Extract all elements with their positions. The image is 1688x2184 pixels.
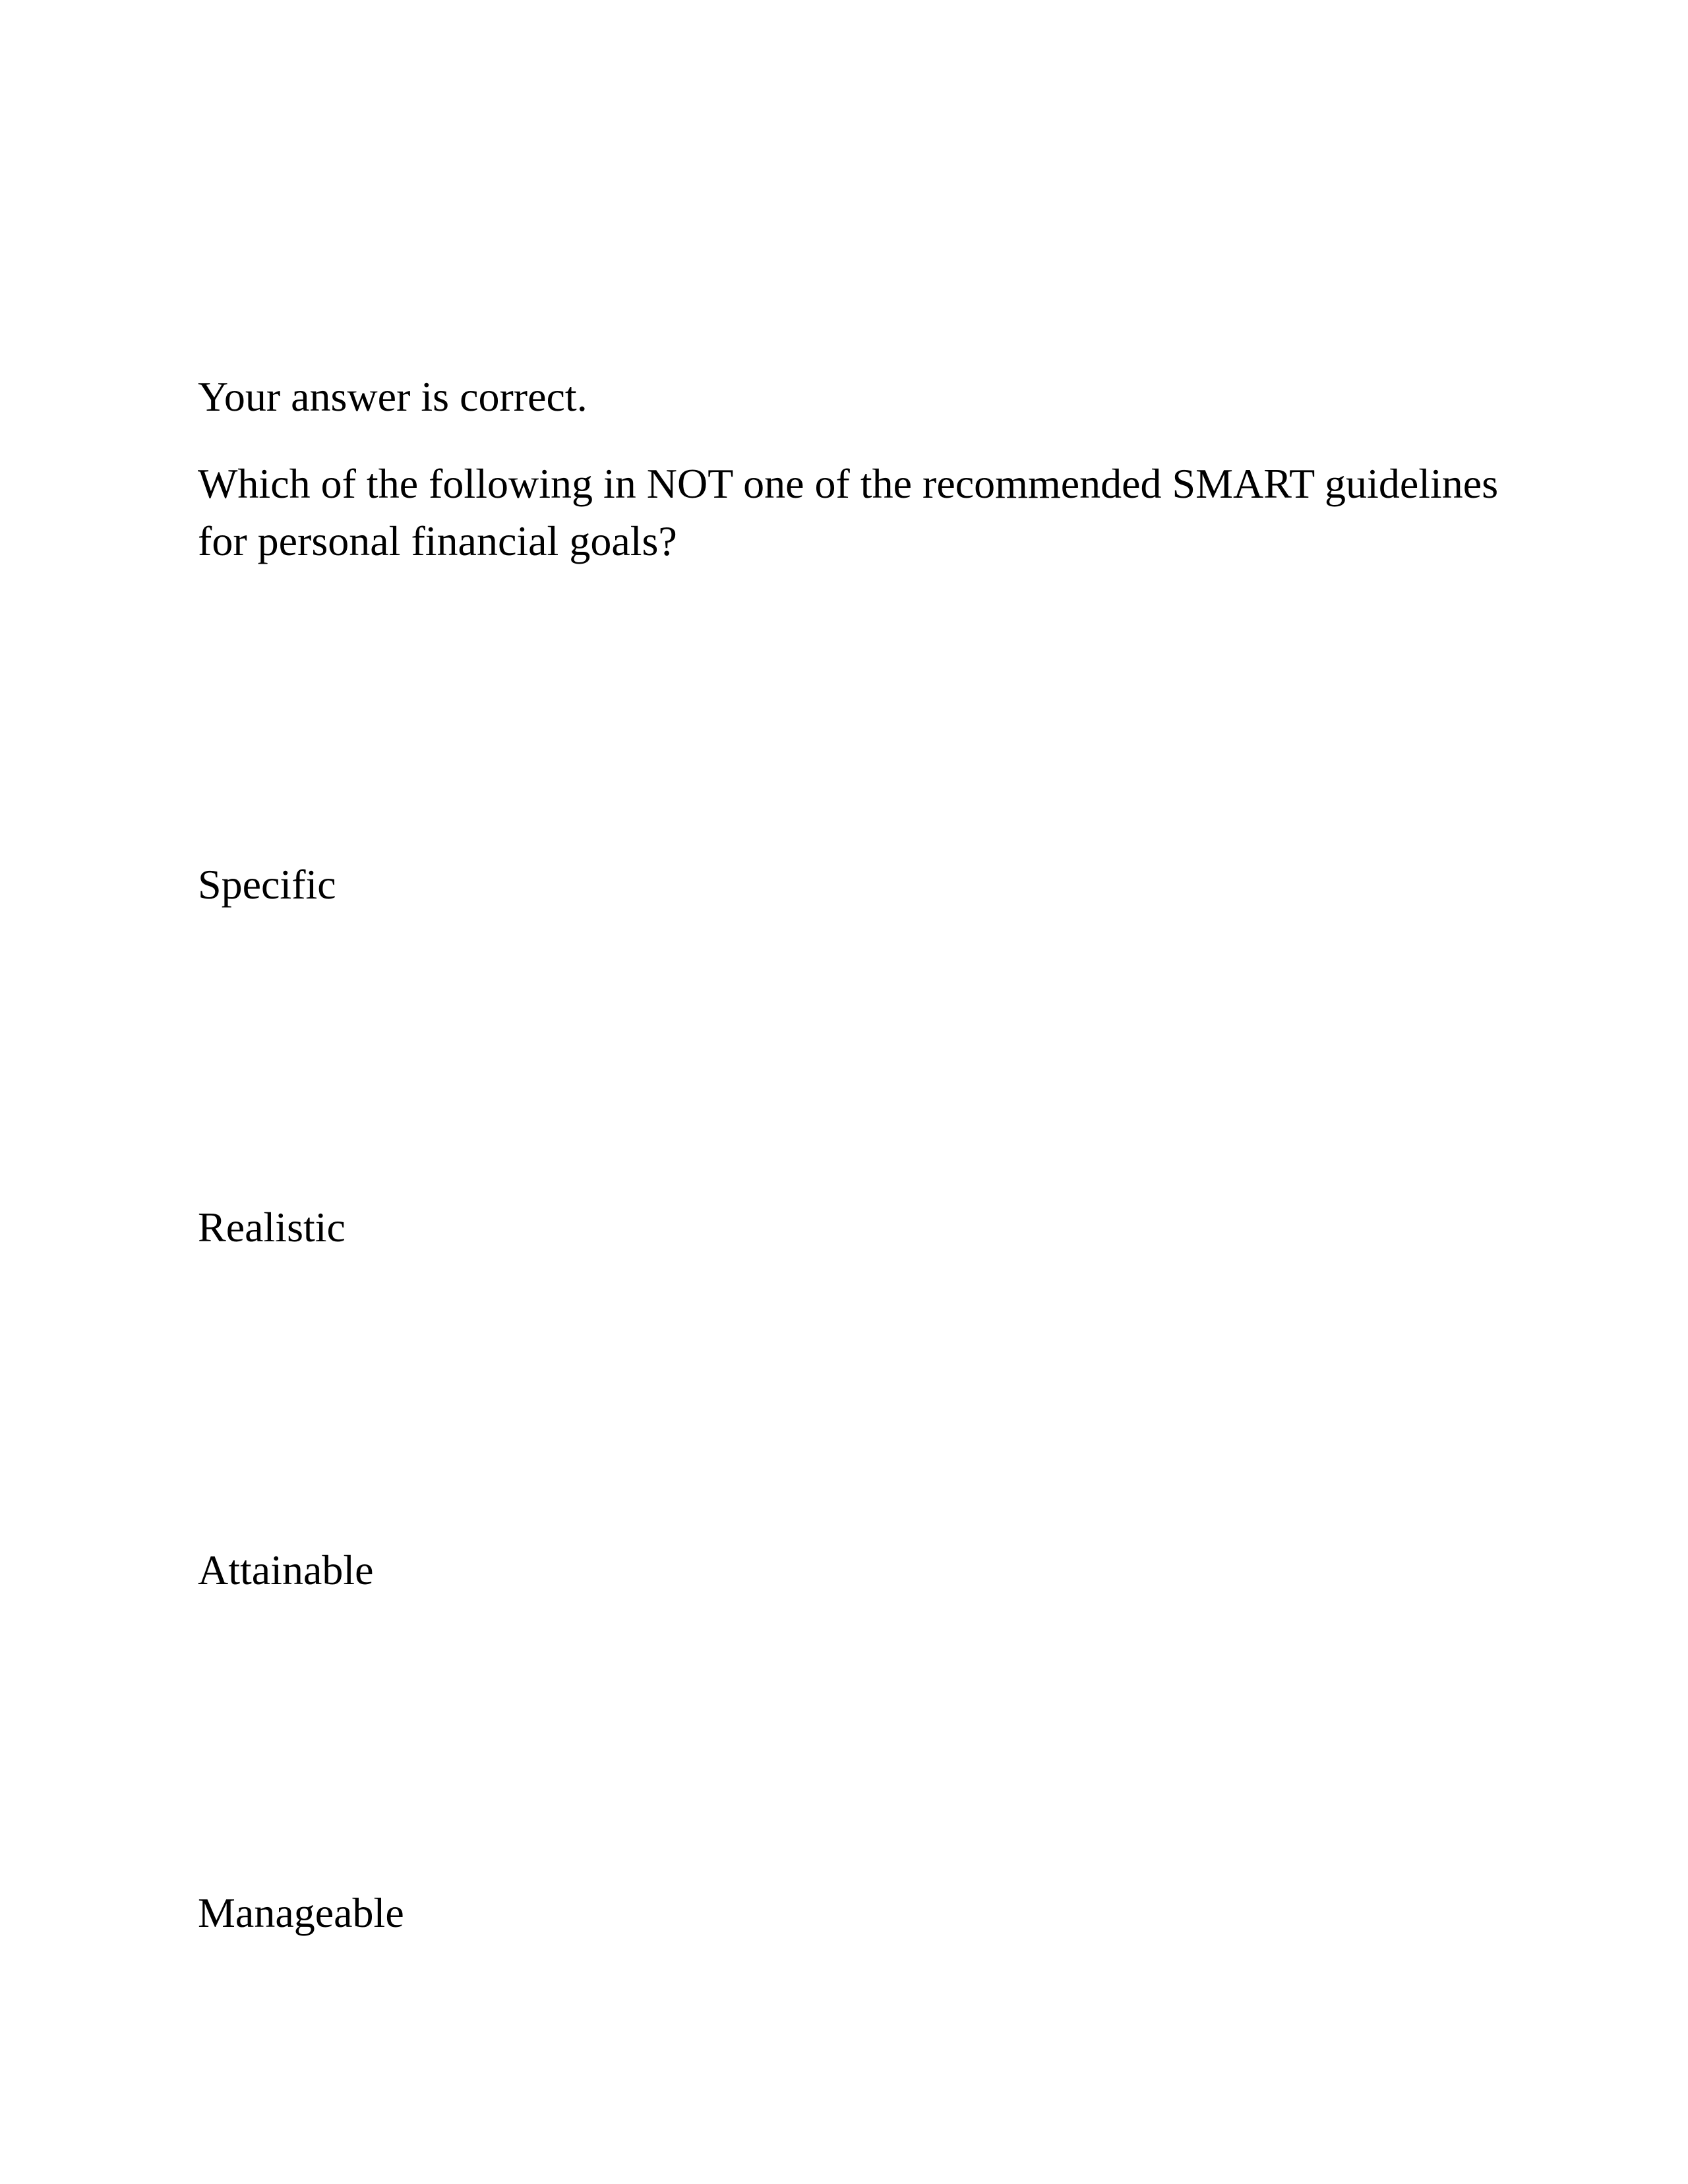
answer-option-specific[interactable]: Specific	[198, 861, 336, 908]
answer-option-manageable[interactable]: Manageable	[198, 1889, 404, 1936]
question-text: Which of the following in NOT one of the recommended SMART guidelines for personal financial goals?	[198, 460, 1499, 564]
answer-option-realistic[interactable]: Realistic	[198, 1204, 346, 1251]
feedback-message: Your answer is correct.	[198, 373, 588, 420]
answer-option-attainable[interactable]: Attainable	[198, 1547, 374, 1593]
